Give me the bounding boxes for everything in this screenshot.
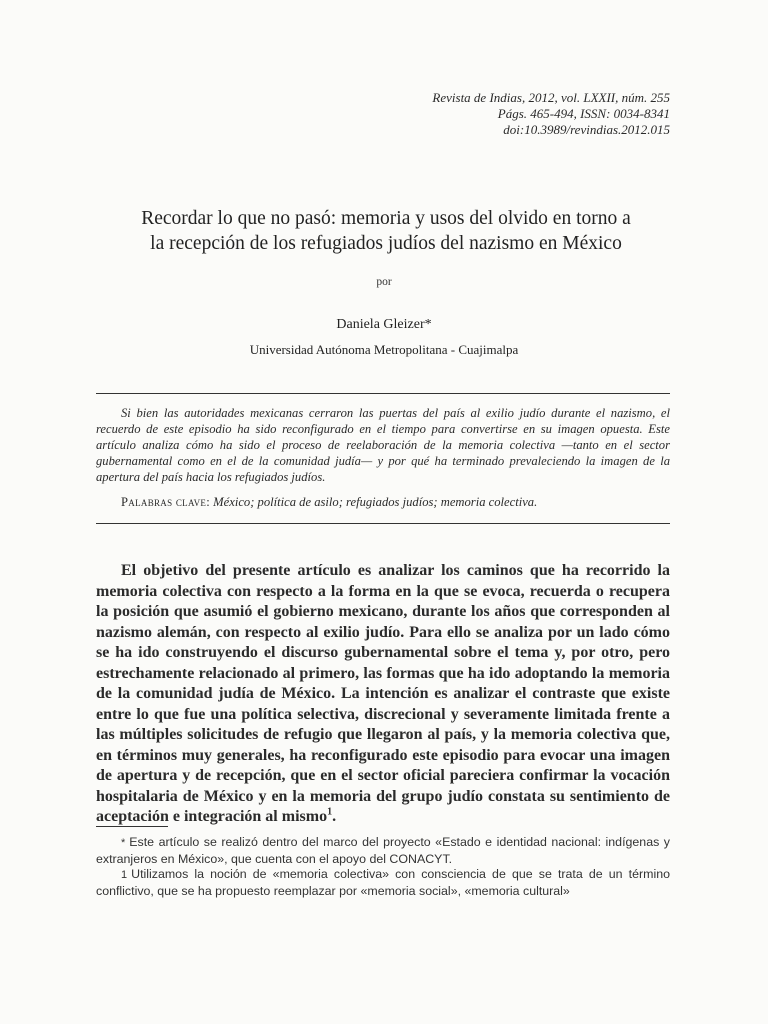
abstract-text: Si bien las autoridades mexicanas cerraron las puertas del país al exilio judío durante el nazismo, el recuerdo de este episodio ha sido reconfigurado en el tiempo para convertirse en su imagen opuesta. Este artículo analiza cómo ha sido el proceso de reelaboración de la memoria colectiva —tanto en el sector gubernamental como en el de la comunidad judía— y por qué ha terminado prevaleciendo la imagen de la apertura del país hacia los refugiados judíos.	[96, 406, 670, 484]
footnote-mark: *	[121, 837, 126, 849]
footnote-separator	[96, 826, 168, 827]
keywords-text: México; política de asilo; refugiados judíos; memoria colectiva.	[213, 495, 538, 509]
keywords-label: Palabras clave:	[121, 495, 210, 509]
article-title	[80, 206, 692, 256]
title-line-1: Recordar lo que no pasó: memoria y usos del olvido en torno a	[141, 208, 631, 229]
keywords	[121, 494, 670, 510]
citation-doi: doi:10.3989/revindias.2012.015	[503, 122, 670, 137]
byline-por: por	[376, 276, 392, 288]
author-name: Daniela Gleizer*	[336, 317, 432, 332]
citation-journal: Revista de Indias, 2012, vol. LXXII, núm. 255	[432, 90, 670, 105]
footnote-reference: 1	[327, 806, 333, 818]
abstract-top-rule	[96, 393, 670, 394]
footnote-1	[96, 866, 670, 899]
footnote-text: Utilizamos la noción de «memoria colectiva» con consciencia de que se trata de un término conflictivo, que se ha propuesto reemplazar por «memoria social», «memoria cultural»	[96, 867, 670, 898]
journal-citation	[432, 90, 670, 138]
citation-pages-issn: Págs. 465-494, ISSN: 0034-8341	[497, 106, 670, 121]
abstract-bottom-rule	[96, 523, 670, 524]
footnote-asterisk	[96, 834, 670, 867]
footnote-mark: 1	[121, 869, 128, 881]
author-affiliation: Universidad Autónoma Metropolitana - Cuajimalpa	[249, 342, 519, 357]
body-paragraph: El objetivo del presente artículo es analizar los caminos que ha recorrido la memoria colectiva con respecto a la forma en la que se evoca, recuerda o recupera la posición que asumió el gobierno mexicano, durante los años que corresponden al nazismo alemán, con respecto al exilio judío. Para ello se analiza por un lado cómo se ha ido construyendo el discurso gubernamental sobre el tema y, por otro, pero estrechamente relacionado al primero, las formas que ha ido adoptando la memoria de la comunidad judía de México. La intención es analizar el contraste que existe entre lo que fue una política selectiva, discrecional y severamente limitada frente a las múltiples solicitudes de refugio que llegaron al país, y la memoria colectiva que, en términos muy generales, ha reconfigurado este episodio para evocar una imagen de apertura y de recepción, que en el sector oficial pareciera confirmar la vocación hospitalaria de México y en la memoria del grupo judío constata su sentimiento de aceptación e integración al mismo$^1$.	[96, 562, 670, 825]
footnote-text: Este artículo se realizó dentro del marco del proyecto «Estado e identidad nacional: indígenas y extranjeros en México», que cuenta con el apoyo del CONACYT.	[96, 835, 670, 866]
title-line-2: la recepción de los refugiados judíos del nazismo en México	[150, 233, 622, 254]
body-paragraph-text: El objetivo del presente artículo es analizar los caminos que ha recorrido la memoria colectiva con respecto a la forma en la que se evoca, recuerda o recupera la posición que asumió el gobierno mexicano, durante los años que corresponden al nazismo alemán, con respecto al exilio judío. Para ello se analiza por un lado cómo se ha ido construyendo el discurso gubernamental sobre el tema y, por otro, pero estrechamente relacionado al primero, las formas que ha ido adoptando la memoria de la comunidad judía de México. La intención es analizar el contraste que existe entre lo que fue una política selectiva, discrecional y severamente limitada frente a las múltiples solicitudes de refugio que llegaron al país, y la memoria colectiva que, en términos muy generales, ha reconfigurado este episodio para evocar una imagen de apertura y de recepción, que en el sector oficial pareciera confirmar la vocación hospitalaria de México y en la memoria del grupo judío constata su sentimiento de aceptación e integración al mismo	[96, 562, 670, 825]
